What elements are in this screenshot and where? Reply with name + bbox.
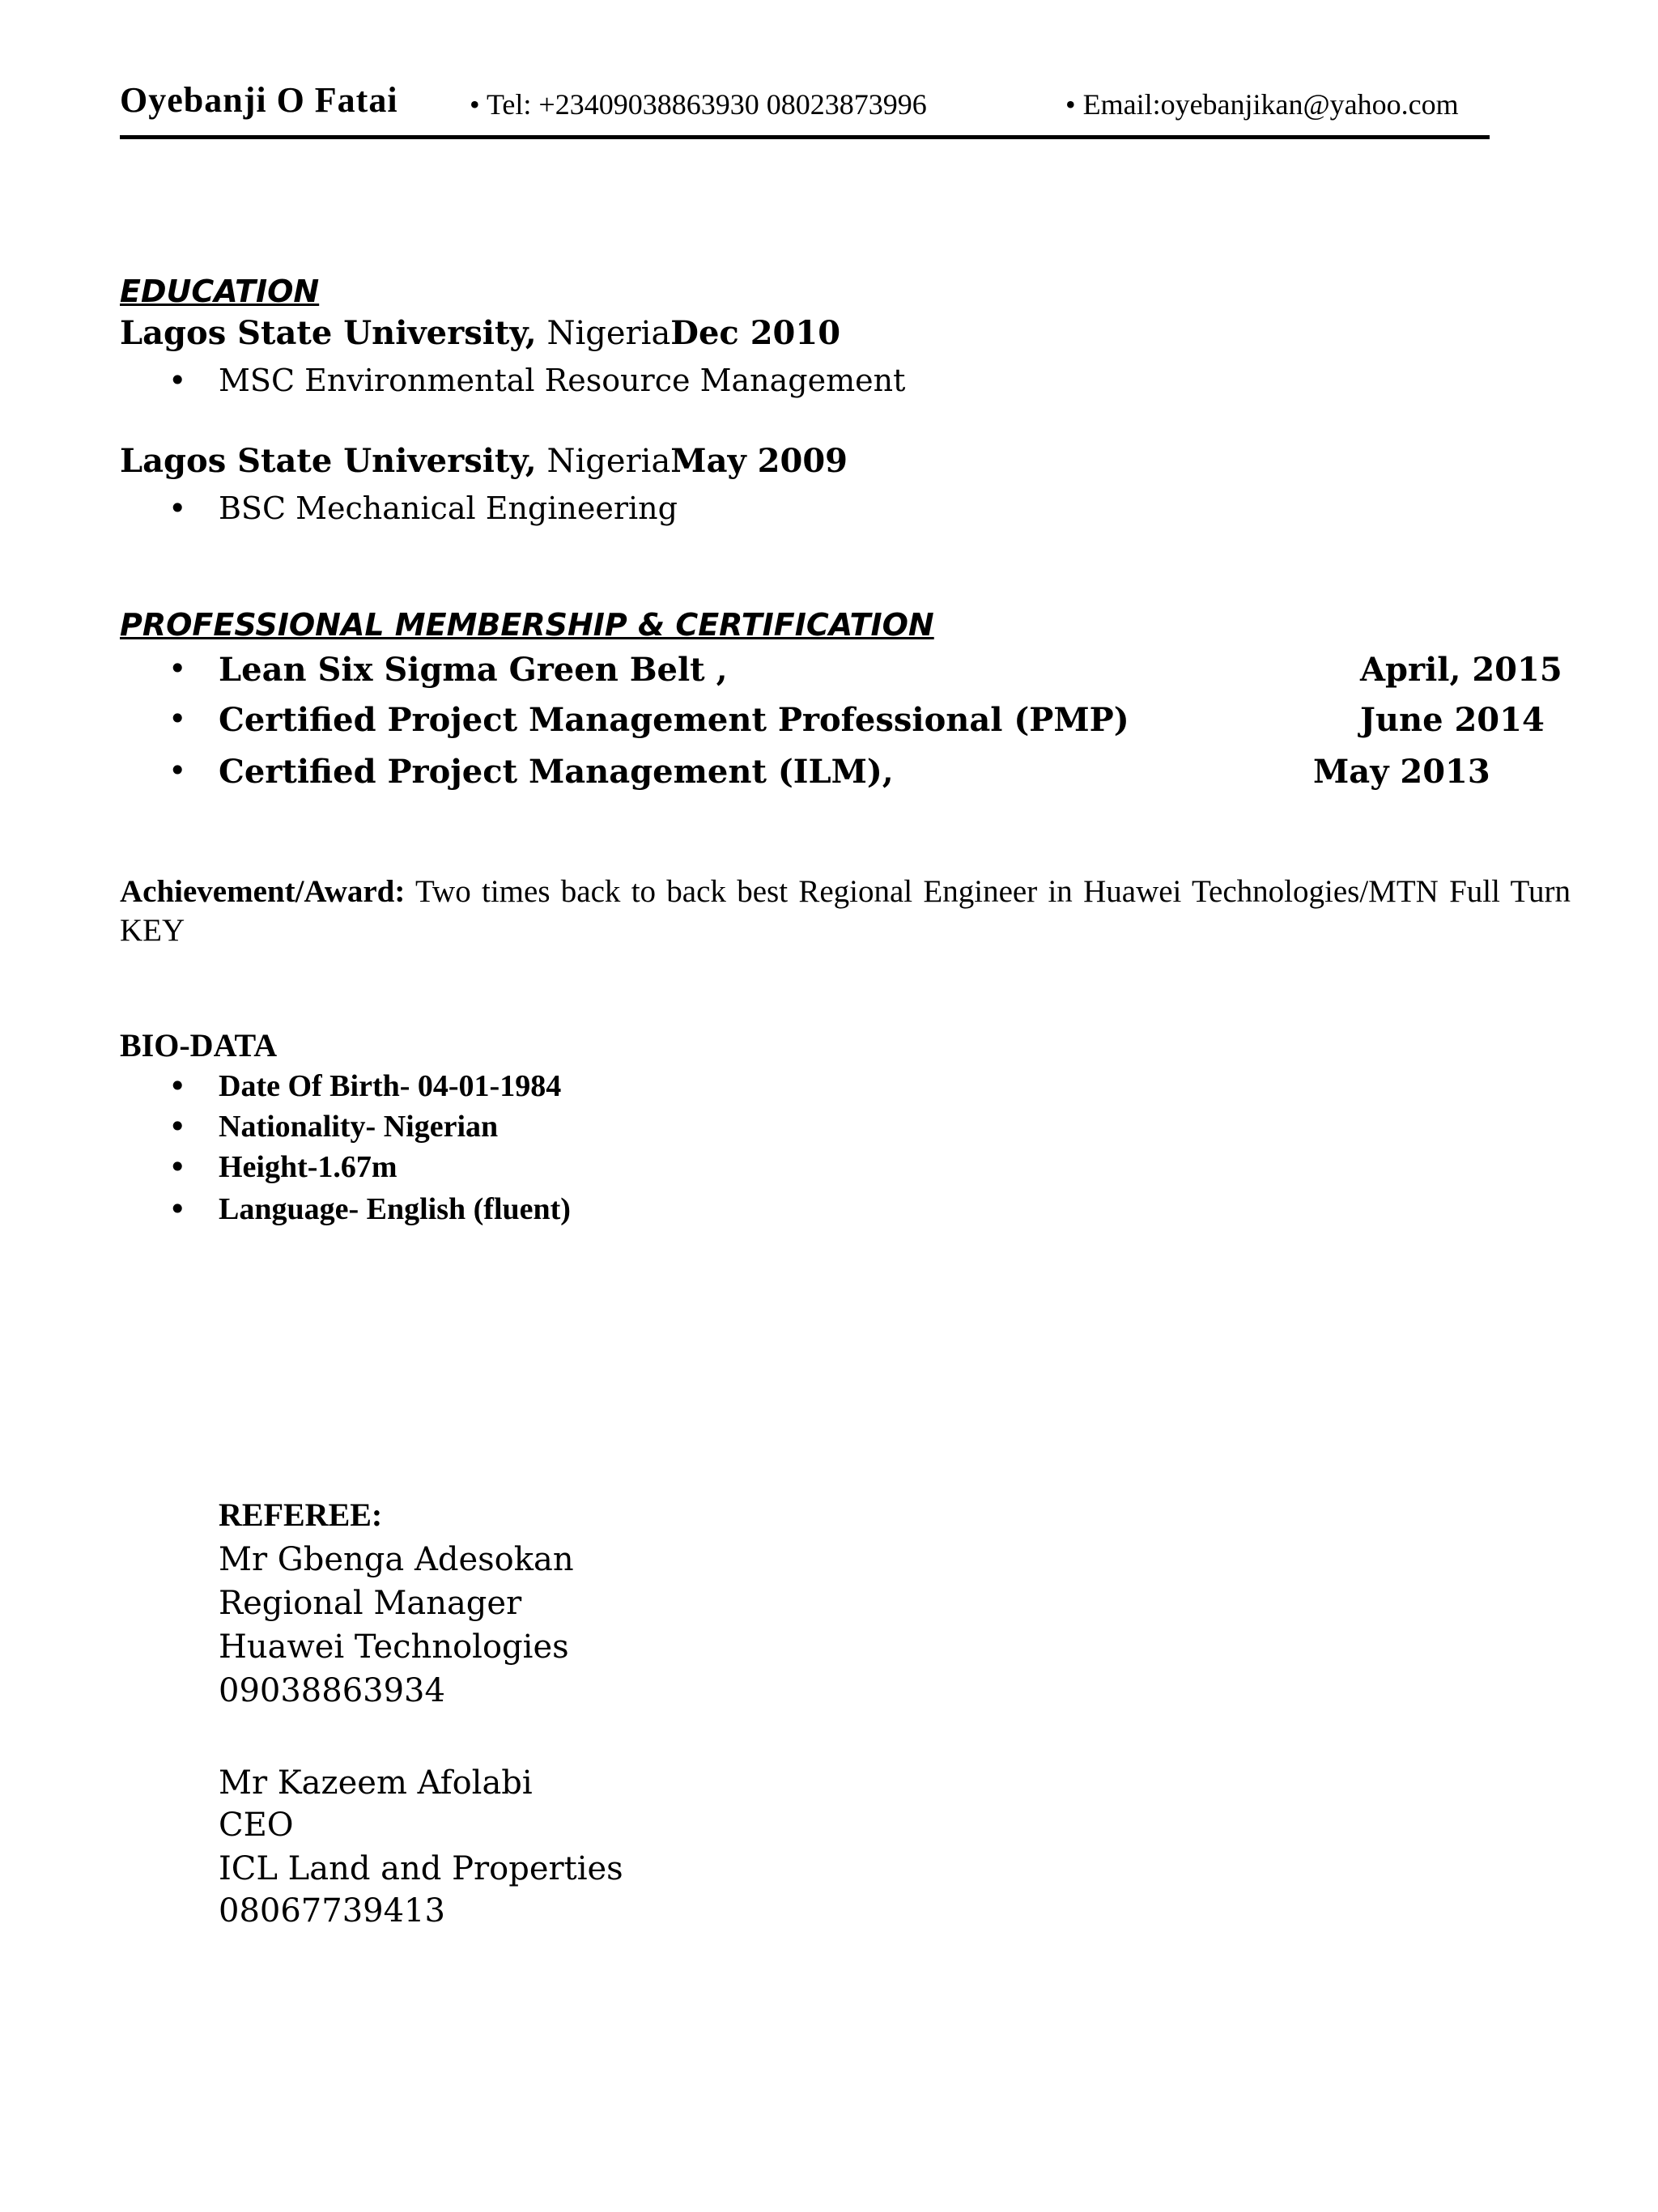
- bullet-dot-icon: •: [168, 753, 187, 788]
- header: [120, 79, 1490, 128]
- education-entry-2: [120, 442, 848, 480]
- school-name: Lagos State University,: [120, 442, 537, 480]
- bullet-dot-icon: •: [168, 651, 187, 686]
- nationality: Nationality- Nigerian: [219, 1110, 499, 1144]
- education-date: May 2009: [670, 442, 848, 480]
- education-date: Dec 2010: [670, 314, 841, 352]
- certification-name: Certified Project Management Professional (PMP): [219, 701, 1129, 739]
- bullet-dot-icon: •: [168, 363, 187, 398]
- referee-1-phone: 09038863934: [219, 1672, 445, 1709]
- certification-date: June 2014: [1360, 701, 1545, 739]
- bullet-dot-icon: •: [168, 490, 187, 526]
- achievement-text: Two times back to back best Regional Engineer in Huawei Technologies/MTN Full Turn KEY: [120, 874, 1571, 948]
- certification-name: Certified Project Management (ILM),: [219, 753, 894, 791]
- education-entry-1: [120, 314, 840, 352]
- referee-1-name: Mr Gbenga Adesokan: [219, 1541, 574, 1578]
- referee-2-phone: 08067739413: [219, 1892, 445, 1930]
- email-address: • Email:oyebanjikan@yahoo.com: [1065, 88, 1459, 121]
- referee-heading: REFEREE:: [219, 1497, 383, 1533]
- certification-date: May 2013: [1313, 753, 1490, 791]
- referee-2-role: CEO: [219, 1807, 294, 1844]
- header-divider: [120, 135, 1490, 139]
- achievement-label: Achievement/Award:: [120, 874, 406, 909]
- achievement-paragraph: [120, 872, 1571, 950]
- bullet-dot-icon: •: [168, 1109, 187, 1144]
- bullet-dot-icon: •: [168, 1068, 187, 1104]
- certification-heading: PROFESSIONAL MEMBERSHIP & CERTIFICATION: [120, 607, 934, 643]
- bullet-dot-icon: •: [168, 1149, 187, 1185]
- biodata-heading: BIO-DATA: [120, 1027, 278, 1064]
- phone-numbers: • Tel: +23409038863930 08023873996: [470, 88, 927, 121]
- referee-2-name: Mr Kazeem Afolabi: [219, 1764, 533, 1802]
- certification-date: April, 2015: [1360, 651, 1562, 689]
- bullet-dot-icon: •: [168, 701, 187, 737]
- referee-2-org: ICL Land and Properties: [219, 1850, 623, 1887]
- candidate-name: Oyebanji O Fatai: [120, 80, 398, 120]
- referee-1-role: Regional Manager: [219, 1585, 522, 1622]
- school-place: Nigeria: [546, 315, 671, 352]
- language: Language- English (fluent): [219, 1192, 571, 1226]
- school-place: Nigeria: [546, 443, 671, 480]
- referee-1-org: Huawei Technologies: [219, 1628, 569, 1666]
- degree-text: MSC Environmental Resource Management: [219, 363, 906, 398]
- bullet-dot-icon: •: [168, 1191, 187, 1227]
- date-of-birth: Date Of Birth- 04-01-1984: [219, 1069, 562, 1103]
- height: Height-1.67m: [219, 1150, 397, 1184]
- school-name: Lagos State University,: [120, 314, 537, 352]
- degree-text: BSC Mechanical Engineering: [219, 490, 678, 526]
- education-heading: EDUCATION: [120, 274, 320, 309]
- certification-name: Lean Six Sigma Green Belt ,: [219, 651, 728, 689]
